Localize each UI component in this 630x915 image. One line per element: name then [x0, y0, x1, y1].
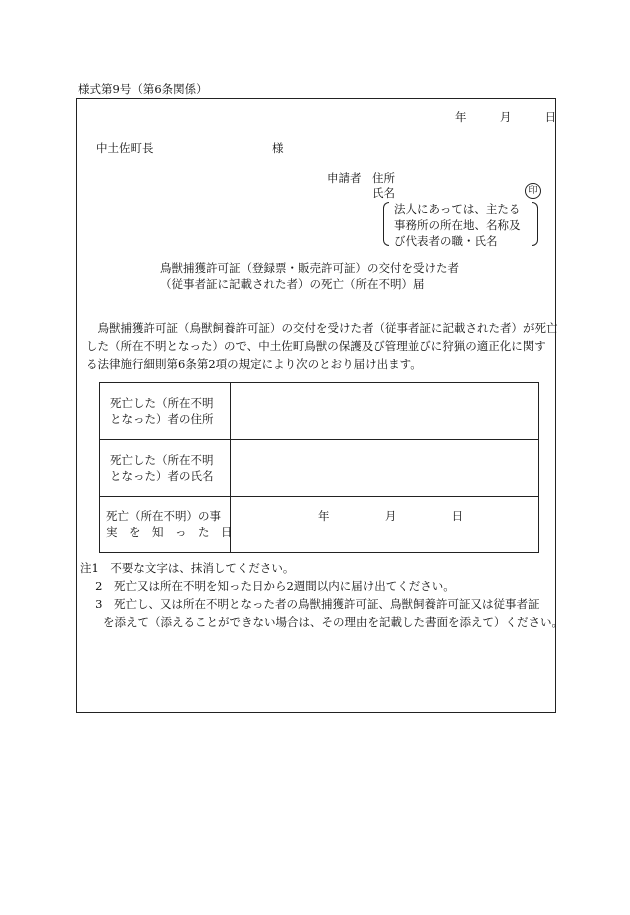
body-line: 鳥獣捕獲許可証（鳥獣飼養許可証）の交付を受けた者（従事者証に記載された者）が死亡 — [86, 321, 558, 335]
row-label-line: となった）者の氏名 — [110, 469, 214, 483]
notes-section — [80, 560, 563, 632]
note-line: 3 死亡し、又は所在不明となった者の鳥獣捕獲許可証、鳥獣飼養許可証又は従事者証 — [80, 597, 540, 611]
corp-note-line: 事務所の所在地、名称及 — [394, 218, 521, 232]
info-table — [99, 382, 539, 553]
document-title — [160, 260, 459, 292]
date-day-label: 日 — [544, 110, 557, 124]
table-row-address — [100, 383, 538, 440]
applicant-label: 申請者 — [327, 171, 362, 185]
right-bracket — [532, 202, 538, 246]
date-month-label: 月 — [499, 110, 512, 124]
row-label-line: 死亡した（所在不明 — [110, 453, 214, 467]
corp-note-line: 法人にあっては、主たる — [394, 202, 521, 216]
seal-mark: 印 — [525, 183, 541, 199]
submission-date — [455, 109, 556, 125]
known-date-year: 年 — [318, 509, 330, 523]
note-line: 注1 不要な文字は、抹消してください。 — [80, 561, 295, 575]
title-line: 鳥獣捕獲許可証（登録票・販売許可証）の交付を受けた者 — [160, 261, 459, 275]
row-label-cell — [100, 383, 231, 439]
known-date-day: 日 — [451, 509, 464, 523]
row-label-line: 死亡した（所在不明 — [110, 396, 214, 410]
row-label-cell — [100, 440, 231, 496]
applicant-name-label: 氏名 — [372, 186, 395, 200]
body-paragraph — [86, 320, 558, 374]
applicant-address-label: 住所 — [372, 171, 395, 185]
addressee-name: 中土佐町長 — [96, 141, 154, 155]
left-bracket — [383, 202, 389, 246]
form-number-label: 様式第9号（第6条関係） — [78, 82, 208, 96]
note-line: を添えて（添えることができない場合は、その理由を記載した書面を添えて）ください。 — [80, 615, 563, 629]
known-date-value — [318, 508, 463, 524]
body-line: る法律施行細則第6条第2項の規定により次のとおり届け出ます。 — [86, 357, 422, 371]
addressee-honorific: 様 — [272, 141, 284, 155]
title-line: （従事者証に記載された者）の死亡（所在不明）届 — [160, 277, 425, 291]
corp-note-line: び代表者の職・氏名 — [394, 234, 498, 248]
table-row-name — [100, 440, 538, 497]
row-label-line: となった）者の住所 — [110, 412, 214, 426]
table-row-date — [100, 497, 538, 552]
note-line: 2 死亡又は所在不明を知った日から2週間以内に届け出てください。 — [80, 579, 455, 593]
corporation-note — [383, 202, 538, 246]
row-label-cell — [100, 497, 231, 552]
row-label-line: 死亡（所在不明）の事 — [106, 509, 221, 523]
date-year-label: 年 — [455, 110, 467, 124]
body-line: した（所在不明となった）ので、中土佐町鳥獣の保護及び管理並びに狩猟の適正化に関す — [86, 339, 546, 353]
row-label-line: 実 を 知 っ た 日 — [106, 525, 233, 539]
known-date-month: 月 — [384, 509, 397, 523]
